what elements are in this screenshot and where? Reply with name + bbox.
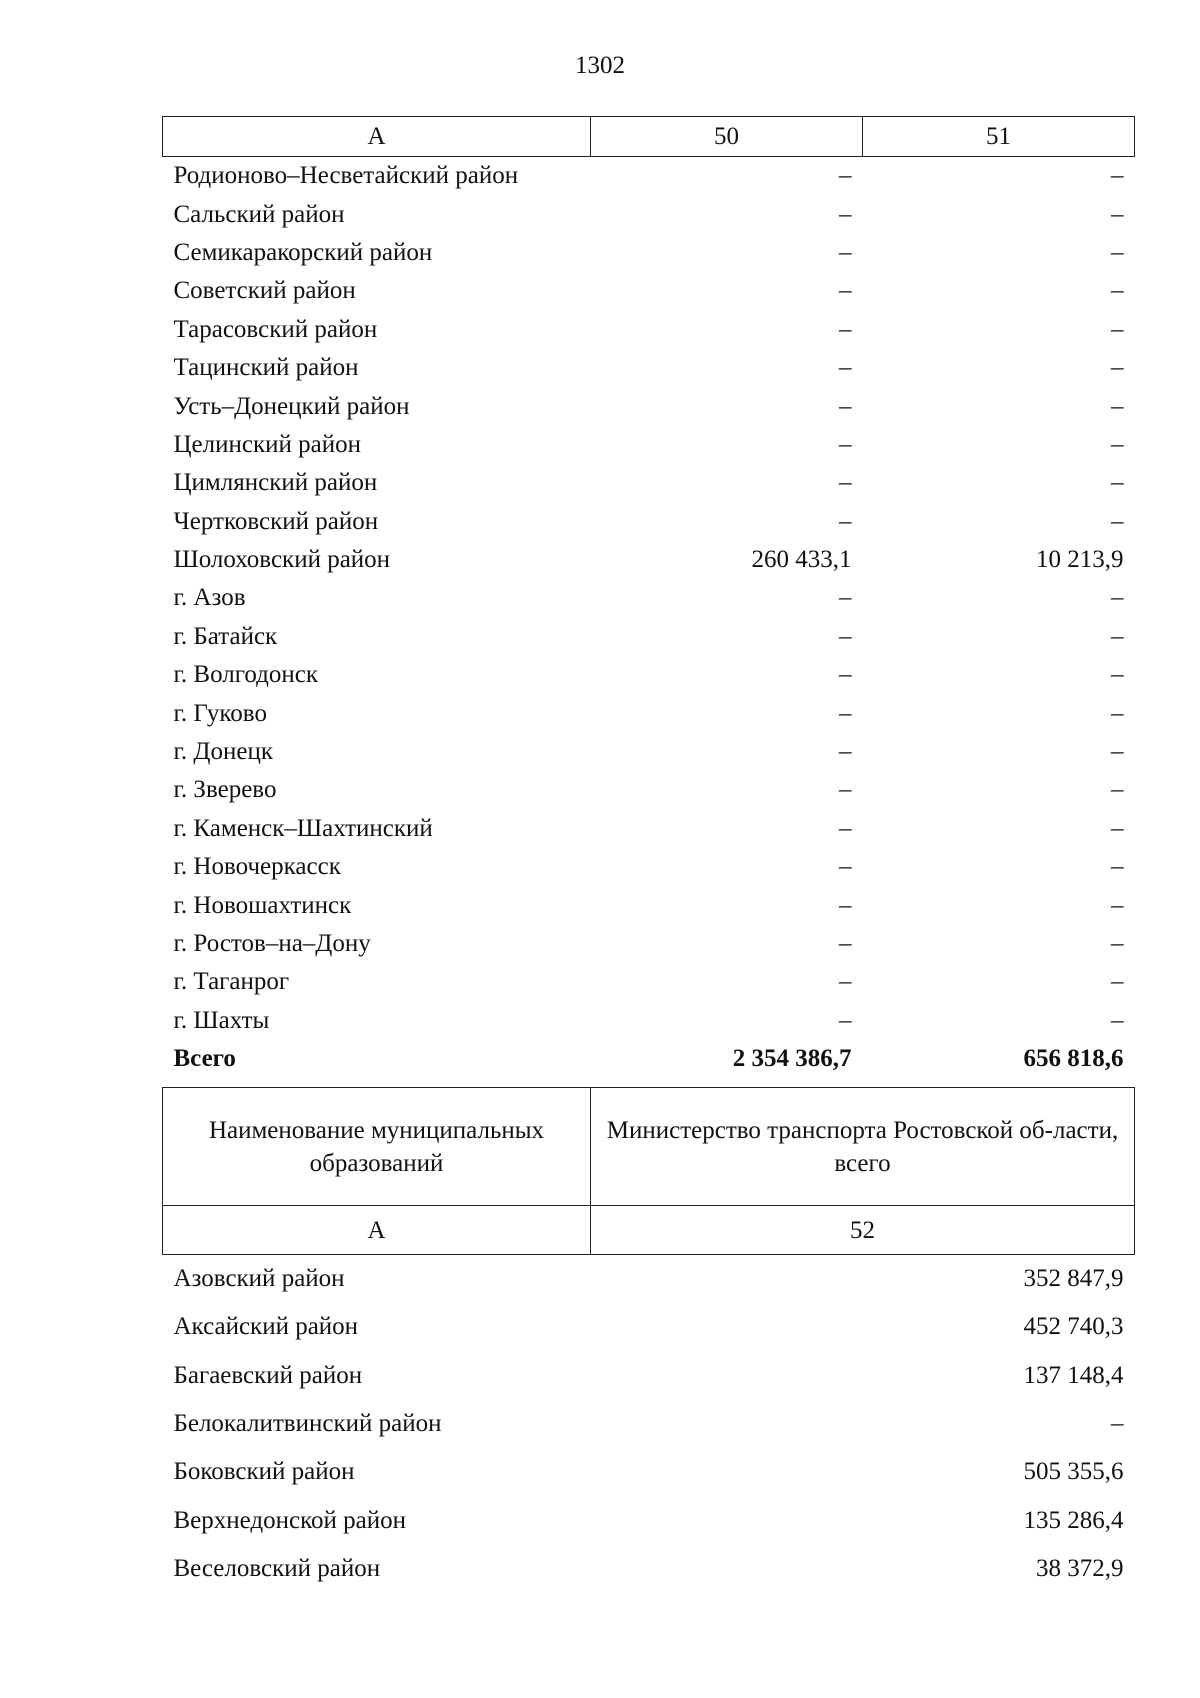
row-name: г. Азов [173, 584, 246, 612]
value-col-51: – [1111, 891, 1124, 919]
table-header-row [163, 117, 1135, 157]
table-row [163, 1303, 1135, 1351]
column-number-52: 52 [591, 1206, 1135, 1255]
value-col-52: 452 740,3 [1023, 1313, 1124, 1341]
table-row [163, 963, 1135, 1001]
value-col-52: 135 286,4 [1023, 1506, 1124, 1534]
value-col-50: – [839, 738, 852, 766]
budget-table-column-52 [162, 1087, 1135, 1593]
table-row [163, 1002, 1135, 1040]
row-name: Родионово–Несветайский район [173, 162, 519, 190]
row-name: г. Шахты [173, 1006, 270, 1034]
table-row [163, 579, 1135, 617]
row-name: Веселовский район [173, 1554, 381, 1582]
table-row [163, 848, 1135, 886]
row-name: Шолоховский район [173, 546, 391, 574]
value-col-51: – [1111, 738, 1124, 766]
value-col-51: – [1111, 507, 1124, 535]
value-col-52: 137 148,4 [1023, 1361, 1124, 1389]
column-header-50: 50 [591, 117, 863, 157]
table-row [163, 464, 1135, 502]
value-col-50: – [839, 853, 852, 881]
value-col-50: – [839, 930, 852, 957]
row-name: г. Новочеркасск [173, 853, 341, 881]
value-col-50: – [839, 622, 852, 650]
value-col-51: – [1111, 315, 1124, 343]
row-name: г. Волгодонск [173, 661, 319, 689]
table-row [163, 1545, 1135, 1593]
row-name: г. Ростов–на–Дону [173, 930, 371, 957]
value-col-50: – [839, 968, 852, 996]
value-col-50: – [839, 430, 852, 458]
value-col-51: 10 213,9 [1036, 546, 1124, 574]
row-name: г. Зверево [173, 776, 277, 804]
table-row [163, 810, 1135, 848]
table-row [163, 387, 1135, 425]
column-header-municipalities: Наименование муниципальных образований [163, 1088, 591, 1206]
table-row [163, 157, 1135, 196]
value-col-51: – [1111, 776, 1124, 804]
value-col-52: 352 847,9 [1023, 1265, 1124, 1293]
table-row [163, 311, 1135, 349]
row-name: Целинский район [173, 430, 361, 458]
table-subheader-row [163, 1206, 1135, 1255]
table-row [163, 541, 1135, 579]
row-name: г. Каменск–Шахтинский [173, 814, 433, 842]
value-col-50: – [839, 162, 852, 190]
row-name: Азовский район [173, 1265, 345, 1293]
total-row [163, 1040, 1135, 1078]
table-row [163, 733, 1135, 771]
value-col-51: – [1111, 392, 1124, 420]
table-row [163, 234, 1135, 272]
value-col-50: – [839, 277, 852, 305]
value-col-51: – [1111, 622, 1124, 650]
table-row [163, 349, 1135, 387]
row-name: Усть–Донецкий район [173, 392, 410, 420]
value-col-50: – [839, 776, 852, 804]
table-row [163, 925, 1135, 963]
table-row [163, 195, 1135, 233]
table-row [163, 618, 1135, 656]
value-col-50: – [839, 392, 852, 420]
value-col-50: – [839, 354, 852, 382]
value-col-51: – [1111, 814, 1124, 842]
row-name: Багаевский район [173, 1361, 363, 1389]
column-header-a: А [163, 117, 591, 157]
row-name: Тацинский район [173, 354, 359, 382]
column-header-51: 51 [863, 117, 1135, 157]
total-col-50: 2 354 386,7 [732, 1045, 852, 1073]
value-col-50: – [839, 469, 852, 497]
table-row [163, 886, 1135, 924]
row-name: г. Донецк [173, 738, 273, 766]
table-row [163, 694, 1135, 732]
row-name: г. Батайск [173, 622, 278, 650]
value-col-50: – [839, 238, 852, 266]
table-row [163, 1448, 1135, 1496]
value-col-51: – [1111, 354, 1124, 382]
row-name: Советский район [173, 277, 356, 305]
value-col-51: – [1111, 699, 1124, 727]
row-name: Боковский район [173, 1458, 355, 1486]
table-row [163, 426, 1135, 464]
row-name: Белокалитвинский район [173, 1410, 442, 1438]
row-name: Аксайский район [173, 1313, 359, 1341]
table-row [163, 272, 1135, 310]
value-col-50: – [839, 507, 852, 535]
table-row [163, 1400, 1135, 1448]
value-col-52: – [1111, 1410, 1124, 1438]
row-name: г. Новошахтинск [173, 891, 352, 919]
budget-table-columns-50-51 [162, 116, 1135, 1078]
row-name: Верхнедонской район [173, 1506, 406, 1534]
value-col-51: – [1111, 162, 1124, 190]
value-col-51: – [1111, 930, 1124, 957]
table-row [163, 1352, 1135, 1400]
table-row [163, 1496, 1135, 1544]
value-col-51: – [1111, 430, 1124, 458]
value-col-50: – [839, 699, 852, 727]
value-col-50: – [839, 661, 852, 689]
value-col-50: – [839, 584, 852, 612]
row-name: Семикаракорский район [173, 238, 433, 266]
value-col-51: – [1111, 1006, 1124, 1034]
value-col-50: – [839, 814, 852, 842]
value-col-51: – [1111, 968, 1124, 996]
value-col-50: – [839, 200, 852, 228]
value-col-52: 38 372,9 [1036, 1554, 1124, 1582]
value-col-51: – [1111, 469, 1124, 497]
value-col-51: – [1111, 853, 1124, 881]
row-name: Цимлянский район [173, 469, 378, 497]
value-col-50: – [839, 1006, 852, 1034]
value-col-50: 260 433,1 [751, 546, 852, 574]
table-row [163, 771, 1135, 809]
row-name: Сальский район [173, 200, 345, 228]
table-header-row [163, 1088, 1135, 1206]
value-col-51: – [1111, 200, 1124, 228]
column-header-ministry-transport: Министерство транспорта Ростовской об-ласти, всего [591, 1088, 1135, 1206]
value-col-52: 505 355,6 [1023, 1458, 1124, 1486]
value-col-50: – [839, 891, 852, 919]
column-number-a: А [163, 1206, 591, 1255]
value-col-51: – [1111, 661, 1124, 689]
value-col-50: – [839, 315, 852, 343]
row-name: Тарасовский район [173, 315, 378, 343]
row-name: г. Гуково [173, 699, 267, 727]
page-number: 1302 [575, 52, 625, 79]
table-row [163, 656, 1135, 694]
table-row [163, 503, 1135, 541]
value-col-51: – [1111, 238, 1124, 266]
table-row [163, 1255, 1135, 1304]
value-col-51: – [1111, 277, 1124, 305]
value-col-51: – [1111, 584, 1124, 612]
row-name: г. Таганрог [173, 968, 290, 996]
total-label: Всего [173, 1045, 236, 1073]
row-name: Чертковский район [173, 507, 379, 535]
total-col-51: 656 818,6 [1023, 1045, 1124, 1073]
